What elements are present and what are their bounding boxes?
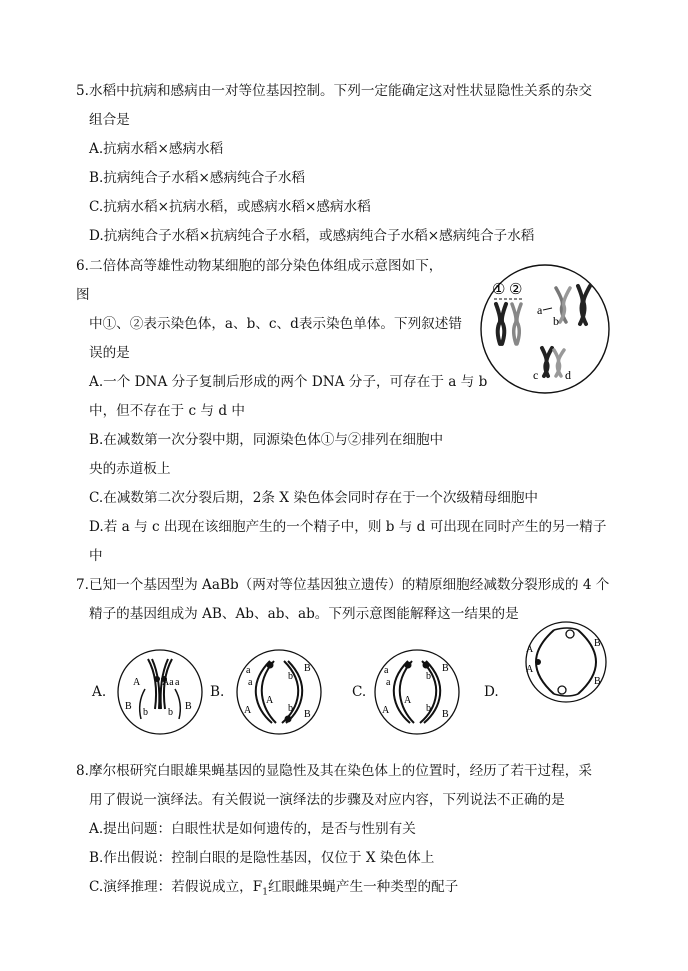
q6-option-a-line2: 中，但不存在于 c 与 d 中 xyxy=(89,403,245,419)
fig-b-label: b xyxy=(288,671,293,682)
q6-cell-figure xyxy=(478,262,612,396)
q7-option-a-label: A. xyxy=(92,684,107,700)
fig-a-label: Aa xyxy=(162,677,174,688)
q5-option-d: D.抗病纯合子水稻×抗病纯合子水稻，或感病纯合子水稻×感病纯合子水稻 xyxy=(89,228,535,244)
q5-option-b: B.抗病纯合子水稻×感病纯合子水稻 xyxy=(89,170,306,186)
fig-a-label: A xyxy=(133,677,141,688)
q6-option-a-line1: A.一个 DNA 分子复制后形成的两个 DNA 分子，可存在于 a 与 b xyxy=(89,374,488,390)
chromosome-pair-lower xyxy=(542,348,564,376)
q8-stem-line2: 用了假说一演绎法。有关假说一演绎法的步骤及对应内容，下列说法不正确的是 xyxy=(89,792,565,808)
fig-c-label: B xyxy=(442,663,449,674)
q5-stem-line2: 组合是 xyxy=(89,112,130,128)
fig-c-label: a xyxy=(384,665,389,676)
fig-c-label: B xyxy=(442,709,449,720)
q7-figure-a xyxy=(115,647,205,737)
q6-option-d-line2: 中 xyxy=(89,548,103,564)
fig-c-label: A xyxy=(404,695,412,706)
fig-a-label: b xyxy=(168,707,173,718)
fig-b-label: B xyxy=(304,663,311,674)
q8-option-b: B.作出假说：控制白眼的是隐性基因，仅位于 X 染色体上 xyxy=(89,850,435,866)
q5-option-a: A.抗病水稻×感病水稻 xyxy=(89,141,224,157)
q8-option-c xyxy=(89,878,458,902)
fig-d-label: A xyxy=(526,644,534,655)
fig-a-label: B xyxy=(125,701,132,712)
fig-c-label: b xyxy=(426,671,431,682)
fig-c-label: A xyxy=(382,705,390,716)
q6-label-2: ② xyxy=(509,282,523,298)
q8-option-c-pre: C.演绎推理：若假说成立，F xyxy=(89,879,263,895)
q7-stem-line2: 精子的基因组成为 AB、Ab、ab、ab。下列示意图能解释这一结果的是 xyxy=(89,606,519,622)
q6-stem-line4: 误的是 xyxy=(89,345,130,361)
q7-stem-line1: 7.已知一个基因型为 AaBb（两对等位基因独立遗传）的精原细胞经减数分裂形成的 4 个 xyxy=(76,577,610,593)
q7-figure-c xyxy=(372,647,462,737)
q6-option-b-line1: B.在减数第一次分裂中期，同源染色体①与②排列在细胞中 xyxy=(89,432,444,448)
q6-label-c: c xyxy=(533,368,539,382)
fig-a-label: a xyxy=(175,677,180,688)
q6-option-b-line2: 央的赤道板上 xyxy=(89,461,171,477)
q8-stem-line1: 8.摩尔根研究白眼雄果蝇基因的显隐性及其在染色体上的位置时，经历了若干过程，采 xyxy=(76,763,592,779)
q6-stem-line2: 图 xyxy=(76,287,90,303)
chromosome-pair-upper xyxy=(556,286,590,324)
q6-label-a: a xyxy=(537,303,543,317)
fig-d-label: A xyxy=(526,664,534,675)
q6-stem-line1: 6.二倍体高等雄性动物某细胞的部分染色体组成示意图如下， xyxy=(76,258,443,274)
fig-a-label: b xyxy=(143,707,148,718)
chromosome-2 xyxy=(512,304,521,344)
fig-b-label: A xyxy=(244,705,252,716)
q5-option-c: C.抗病水稻×抗病水稻，或感病水稻×感病水稻 xyxy=(89,199,371,215)
fig-c-label: a xyxy=(386,677,391,688)
q8-option-c-post: 红眼雌果蝇产生一种类型的配子 xyxy=(267,879,459,895)
fig-b-label: B xyxy=(304,709,311,720)
fig-a-label: B xyxy=(185,701,192,712)
q7-figure-d xyxy=(524,620,608,704)
q7-option-d-label: D. xyxy=(484,684,499,700)
q8-option-c-sub: 1 xyxy=(262,887,268,898)
fig-b-label: b xyxy=(288,703,293,714)
q6-option-c: C.在减数第二次分裂后期，2条 X 染色体会同时存在于一个次级精母细胞中 xyxy=(89,490,539,506)
fig-b-label: a xyxy=(248,677,253,688)
fig-b-label: A xyxy=(266,695,274,706)
q8-option-a: A.提出问题：白眼性状是如何遗传的，是否与性别有关 xyxy=(89,821,416,837)
q7-option-b-label: B. xyxy=(210,684,225,700)
q6-label-b: b xyxy=(553,314,559,328)
fig-b-label: a xyxy=(246,665,251,676)
fig-c-label: b xyxy=(426,703,431,714)
q6-label-d: d xyxy=(565,368,571,382)
q7-figure-b xyxy=(234,647,324,737)
fig-d-label: B xyxy=(594,638,601,649)
q6-stem-line3: 中①、②表示染色体，a、b、c、d表示染色单体。下列叙述错 xyxy=(89,316,462,332)
q7-option-c-label: C. xyxy=(352,684,367,700)
fig-d-label: B xyxy=(594,676,601,687)
q6-option-d-line1: D.若 a 与 c 出现在该细胞产生的一个精子中，则 b 与 d 可出现在同时产生的另一精子 xyxy=(89,519,607,535)
chromosome-1 xyxy=(496,304,506,344)
q5-stem-line1: 5.水稻中抗病和感病由一对等位基因控制。下列一定能确定这对性状显隐性关系的杂交 xyxy=(76,83,592,99)
q6-label-1: ① xyxy=(492,282,506,298)
